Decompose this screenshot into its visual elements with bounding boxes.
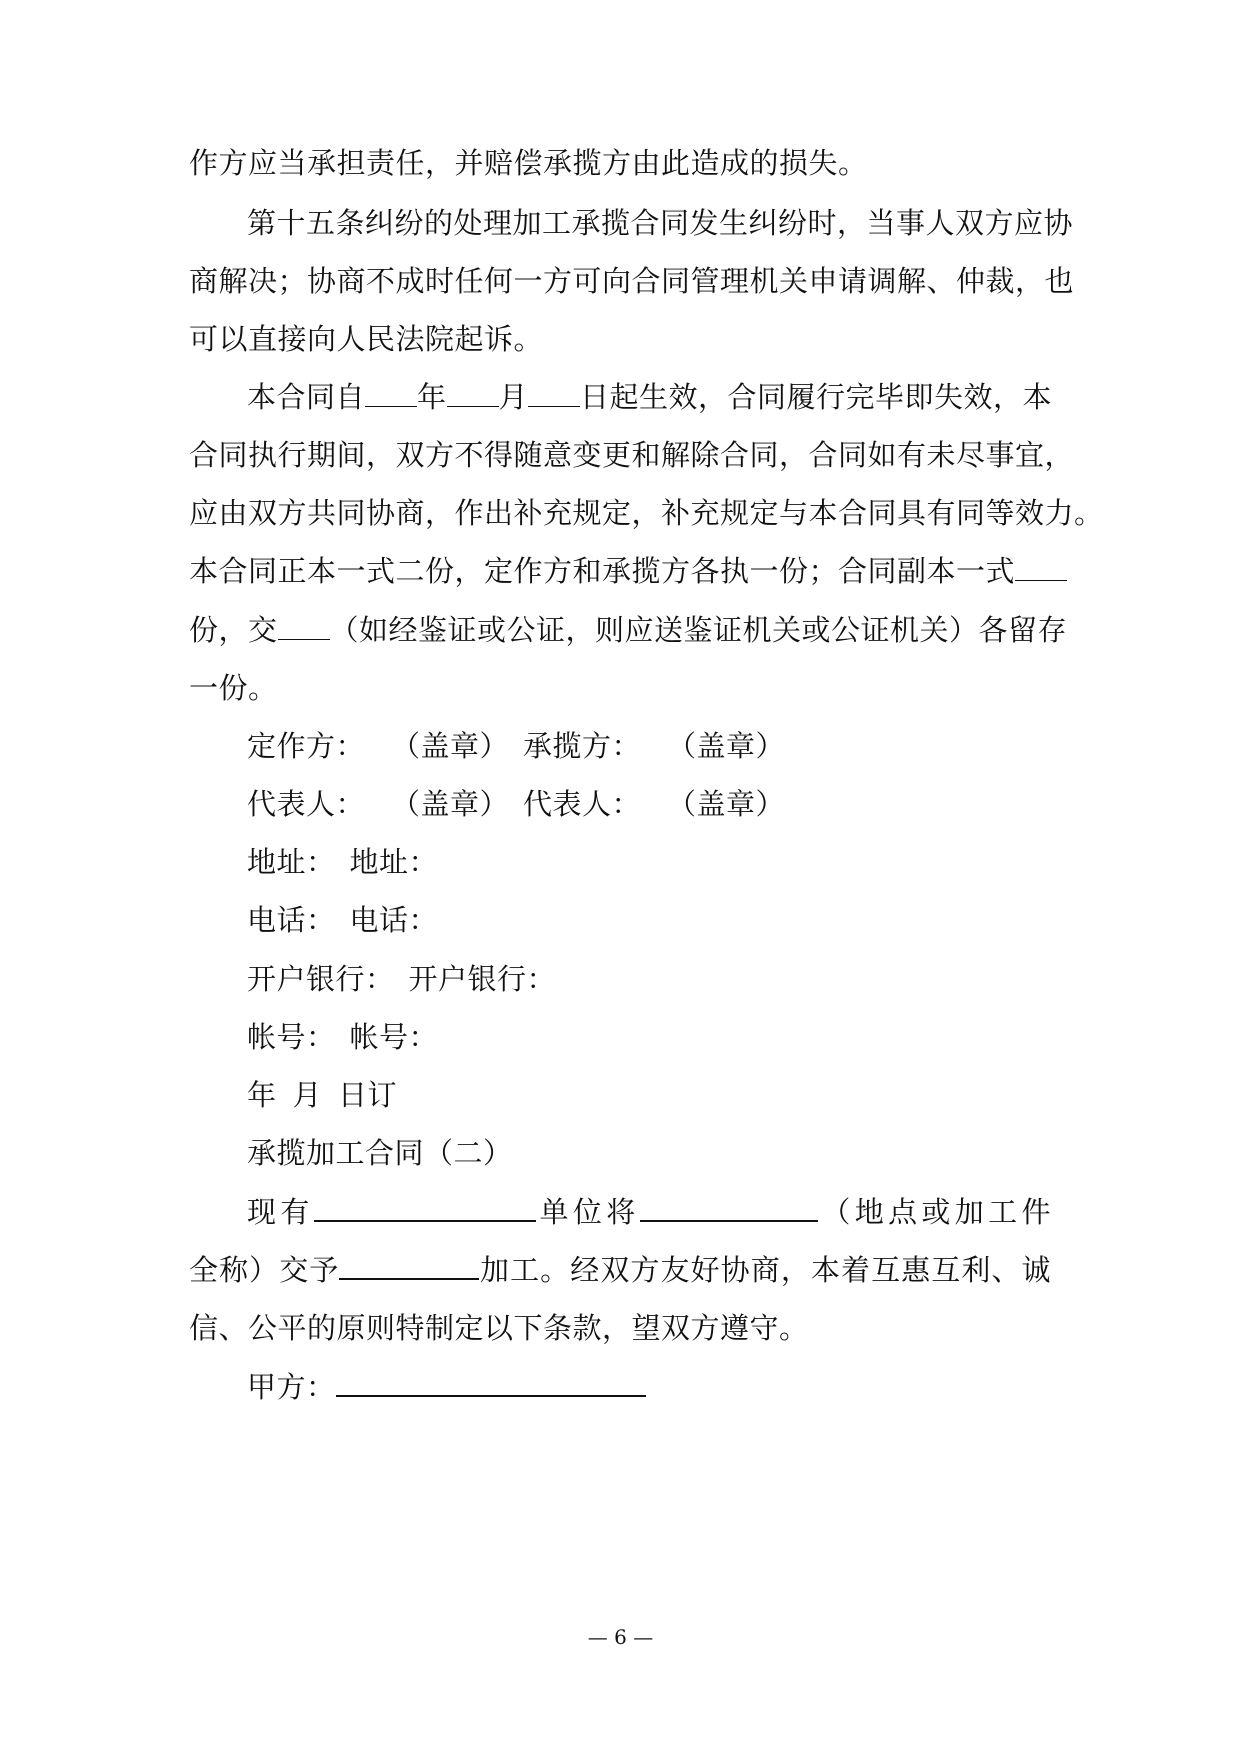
label: 开户银行： [408,962,557,996]
label: 地址： [349,845,439,879]
signature-line-party [247,727,785,765]
label: 代表人： [247,787,366,821]
seal-note: （盖章） [667,787,786,821]
label: 开户银行： [247,962,395,996]
text-segment: 本合同正本一式二份，定作方和承揽方各执一份；合同副本一式 [189,554,1016,588]
bank-line [247,960,556,998]
label: 帐号： [349,1020,439,1054]
seal-note: （盖章） [391,787,510,821]
account-line [247,1018,438,1056]
fill-in-blank [640,1192,818,1222]
label: 承揽方： [523,729,642,763]
label: 电话： [349,903,439,937]
page-number: — 6 — [587,1625,654,1649]
fill-in-blank [365,378,417,407]
text-segment: 份，交 [189,613,278,647]
label: 帐号： [247,1020,336,1054]
label: 地址： [247,845,336,879]
party-a-line [247,1367,646,1406]
seal-note: （盖章） [391,729,510,763]
signature-line-representative [247,785,785,823]
paragraph-line [247,1192,1051,1231]
text-segment: （如经鉴证或公证，则应送鉴证机关或公证机关）各留存 [329,613,1068,647]
text-segment: 月 [498,380,529,414]
text-segment: 年 [417,380,447,414]
text-segment: 加工。经双方友好协商，本着互惠互利、诚 [479,1253,1051,1287]
phone-line [247,901,438,939]
paragraph-line [247,378,1051,416]
text-segment: 年 [247,1078,277,1112]
paragraph-line [189,1250,1051,1289]
section-title: 承揽加工合同（二） [247,1136,513,1170]
label: 电话： [247,903,336,937]
address-line [247,843,438,881]
fill-in-blank [447,378,499,407]
text-segment: 日起生效，合同履行完毕即失效，本 [580,380,1053,414]
paragraph-line: 合同执行期间，双方不得随意变更和解除合同，合同如有未尽事宜， [189,438,1075,472]
fill-in-blank [1015,552,1067,581]
text-segment: 现有 [247,1195,314,1229]
text-segment: 本合同自 [247,380,366,414]
date-line [247,1076,397,1114]
paragraph-line: 信、公平的原则特制定以下条款，望双方遵守。 [189,1311,809,1345]
fill-in-blank [339,1250,479,1280]
paragraph-line: 第十五条纠纷的处理加工承揽合同发生纠纷时，当事人双方应协 [247,206,1074,240]
fill-in-blank [336,1367,646,1397]
paragraph-line: 作方应当承担责任，并赔偿承揽方由此造成的损失。 [189,146,868,180]
fill-in-blank [314,1192,536,1222]
paragraph-line: 商解决；协商不成时任何一方可向合同管理机关申请调解、仲裁，也 [189,264,1075,298]
text-segment: 日订 [338,1078,398,1112]
paragraph-line: 一份。 [189,671,278,705]
text-segment: 单位将 [535,1195,640,1229]
fill-in-blank [528,378,580,407]
text-segment: （地点或加工件 [817,1195,1051,1229]
paragraph-line: 应由双方共同协商，作出补充规定，补充规定与本合同具有同等效力。 [189,496,1104,530]
paragraph-line [189,611,1068,649]
text-segment: 全称）交予 [189,1253,340,1287]
text-segment: 月 [292,1078,323,1112]
paragraph-line [189,552,1067,590]
fill-in-blank [278,611,330,640]
paragraph-line: 可以直接向人民法院起诉。 [189,322,544,356]
label: 定作方： [247,729,366,763]
label: 甲方： [247,1370,336,1404]
label: 代表人： [523,787,642,821]
seal-note: （盖章） [667,729,786,763]
